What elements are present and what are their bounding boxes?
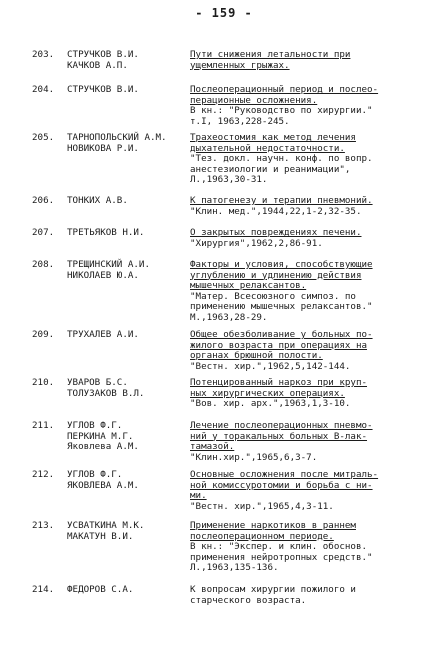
entry-description <box>190 133 440 186</box>
author: УВАРОВ Б.С. <box>67 377 128 388</box>
desc-line: К вопросам хирургии пожилого и <box>190 584 356 595</box>
entry-authors <box>67 470 191 491</box>
entry-number: 203. <box>32 49 55 60</box>
entry-number: 205. <box>32 132 55 143</box>
entry-description <box>190 330 440 372</box>
desc-line: В кн.: "Руководство по хирургии." <box>190 105 373 116</box>
entry-number: 211. <box>32 420 55 431</box>
desc-line: применения нейротропных средств." <box>190 551 373 563</box>
desc-line: Послеоперационный период и послео- <box>190 84 379 95</box>
entry-description <box>190 228 440 249</box>
desc-line: Применение наркотиков в раннем <box>190 520 356 531</box>
entry-description <box>190 521 440 574</box>
entry-description <box>190 421 440 463</box>
entry-number: 209. <box>32 329 55 340</box>
desc-line: Л.,1963,30-31. <box>190 174 268 185</box>
author: КАЧКОВ А.П. <box>67 59 128 71</box>
entry-authors <box>67 85 191 96</box>
author: УГЛОВ Ф.Г. <box>67 469 123 480</box>
author: ЯКОВЛЕВА А.М. <box>67 479 139 491</box>
desc-line: "Клин.хир.",1965,6,3-7. <box>190 451 318 463</box>
desc-line: ущемленных грыжах. <box>190 59 290 71</box>
desc-line: дыхательной недостаточности. <box>190 142 345 154</box>
entry-authors <box>67 228 191 239</box>
author: ТОЛУЗАКОВ В.Л. <box>67 387 145 399</box>
author: СТРУЧКОВ В.И. <box>67 49 139 60</box>
desc-line: Потенцированный наркоз при круп- <box>190 377 368 388</box>
desc-line: "Хирургия",1962,2,86-91. <box>190 237 323 249</box>
desc-line: О закрытых повреждениях печени. <box>190 227 362 238</box>
author: НИКОЛАЕВ Ю.А. <box>67 269 139 281</box>
desc-line: применению мышечных релаксантов." <box>190 301 373 312</box>
entry-number: 206. <box>32 195 55 206</box>
desc-line: органах брюшной полости. <box>190 350 323 361</box>
entry-description <box>190 50 440 71</box>
desc-line: "Клин. мед.",1944,22,1-2,32-35. <box>190 205 362 217</box>
entry-number: 208. <box>32 259 55 270</box>
desc-line: "Тез. докл. научн. конф. по вопр. <box>190 153 373 164</box>
desc-line: жилого возраста при операциях на <box>190 339 368 351</box>
author: ТАРНОПОЛЬСКИЙ А.М. <box>67 132 167 143</box>
entry-description <box>190 196 440 217</box>
desc-line: "Матер. Всесоюзного симпоз. по <box>190 290 356 302</box>
entry-authors <box>67 133 191 154</box>
entry-number: 213. <box>32 520 55 531</box>
desc-line: ми. <box>190 490 207 501</box>
desc-line: "Вестн. хир.",1962,5,142-144. <box>190 360 351 372</box>
desc-line: "Вов. хир. арх.",1963,1,3-10. <box>190 398 351 409</box>
desc-line: мышечных релаксантов. <box>190 280 307 291</box>
desc-line: углублению и удлинению действия <box>190 269 362 281</box>
entry-authors <box>67 378 191 399</box>
author: ТРЕЩИНСКИЙ А.И. <box>67 259 150 270</box>
desc-line: т.I, 1963,228-245. <box>190 115 290 127</box>
entry-description <box>190 585 440 606</box>
desc-line: Пути снижения летальности при <box>190 49 351 60</box>
entry-description <box>190 470 440 512</box>
entry-authors <box>67 585 191 596</box>
author: СТРУЧКОВ В.И. <box>67 84 139 95</box>
author: ПЕРКИНА М.Г. <box>67 430 134 442</box>
desc-line: Л.,1963,135-136. <box>190 562 279 573</box>
desc-line: анестезиологии и реанимации", <box>190 163 351 175</box>
entry-authors <box>67 521 191 542</box>
entry-authors <box>67 260 191 281</box>
desc-line: ной комиссуротомии и борьба с ни- <box>190 479 373 491</box>
author: МАКАТУН В.И. <box>67 530 134 542</box>
desc-line: Общее обезболивание у больных по- <box>190 329 373 340</box>
desc-line: перационные осложнения. <box>190 94 318 106</box>
author: ТРЕТЬЯКОВ Н.И. <box>67 227 145 238</box>
desc-line: Основные осложнения после митраль- <box>190 469 379 480</box>
author: ТРУХАЛЕВ А.И. <box>67 329 139 340</box>
desc-line: В кн.: "Экспер. и клин. обоснов. <box>190 541 368 552</box>
author: Яковлева А.М. <box>67 441 139 452</box>
entry-number: 207. <box>32 227 55 238</box>
entry-authors <box>67 421 191 453</box>
desc-line: послеоперационном периоде. <box>190 530 334 542</box>
author: ФЕДОРОВ С.А. <box>67 584 134 595</box>
desc-line: К патогенезу и терапии пневмоний. <box>190 195 373 206</box>
author: ТОНКИХ А.В. <box>67 195 128 206</box>
desc-line: М.,1963,28-29. <box>190 311 268 323</box>
desc-line: старческого возраста. <box>190 594 307 606</box>
entry-authors <box>67 50 191 71</box>
entry-number: 210. <box>32 377 55 388</box>
desc-line: "Вестн. хир.",1965,4,3-11. <box>190 500 334 512</box>
entry-description <box>190 378 440 410</box>
author: УГЛОВ Ф.Г. <box>67 420 123 431</box>
author: УСВАТКИНА М.К. <box>67 520 145 531</box>
entry-description <box>190 260 440 323</box>
entry-number: 212. <box>32 469 55 480</box>
entry-authors <box>67 330 191 341</box>
entry-number: 214. <box>32 584 55 595</box>
desc-line: Лечение послеоперационных пневмо- <box>190 420 373 431</box>
desc-line: тамазой. <box>190 441 235 452</box>
page-number: - 159 - <box>195 6 253 20</box>
desc-line: Трахеостомия как метод лечения <box>190 132 356 143</box>
entry-number: 204. <box>32 84 55 95</box>
desc-line: ний у торакальных больных В-лак- <box>190 430 368 442</box>
desc-line: Факторы и условия, способствующие <box>190 259 373 270</box>
entry-authors <box>67 196 191 207</box>
author: НОВИКОВА Р.И. <box>67 142 139 154</box>
entry-description <box>190 85 440 127</box>
desc-line: ных хирургических операциях. <box>190 387 345 399</box>
